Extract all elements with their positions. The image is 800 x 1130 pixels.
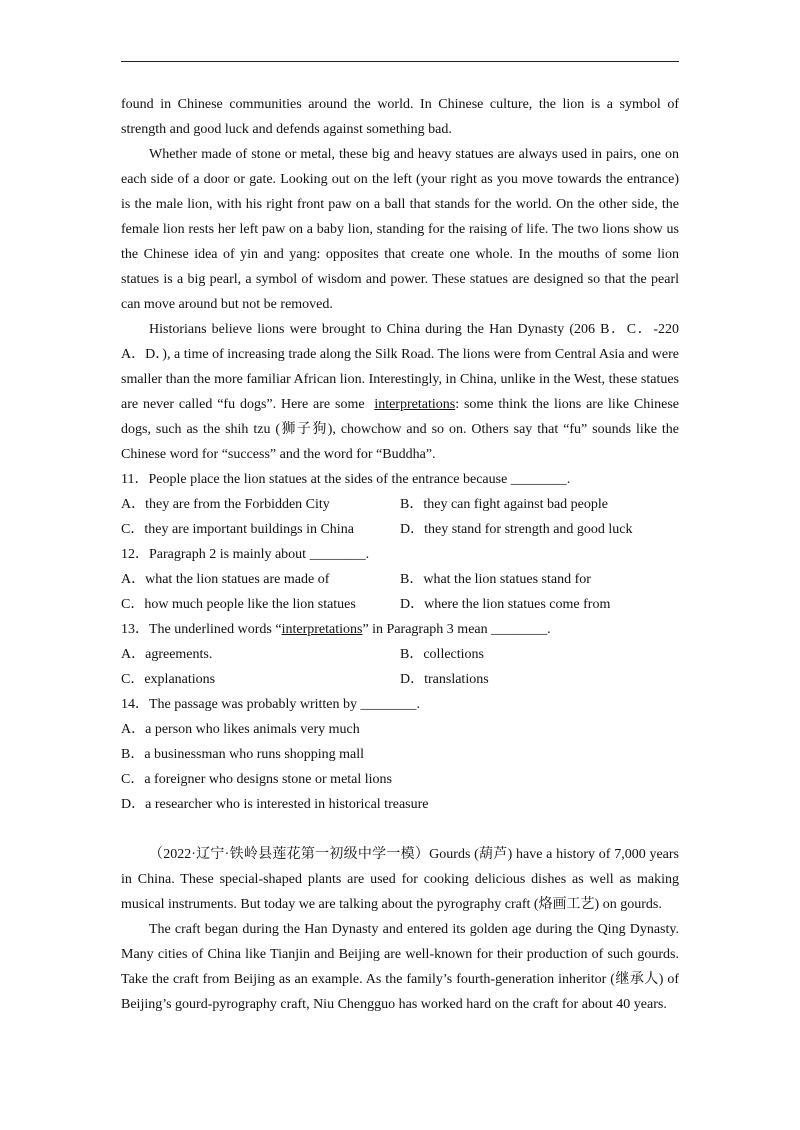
option-c: C．they are important buildings in China — [121, 522, 354, 537]
option-c: C．how much people like the lion statues — [121, 597, 356, 612]
passage1-paragraph-1: found in Chinese communities around the world. In Chinese culture, the lion is a symbol of strength and good luck and defends against something bad. — [121, 97, 679, 137]
question-12-stem: 12．Paragraph 2 is mainly about ________. — [121, 547, 370, 562]
question-13-options-row-2 — [121, 667, 679, 692]
option-b: B．a businessman who runs shopping mall — [121, 747, 365, 762]
question-13-stem-before: 13．The underlined words “ — [121, 622, 282, 637]
paragraph-3-text-after: : some think the lions are like Chinese dogs, such as the shih tzu (狮子狗), chowchow and so on. Others say that “fu” sounds like the Chinese word for “success” and the word for “Buddha”. — [121, 397, 680, 462]
question-12-options-row-2 — [121, 592, 679, 617]
option-d: D．where the lion statues come from — [400, 597, 611, 612]
question-11-options-row-2 — [121, 517, 679, 542]
option-d: D．they stand for strength and good luck — [400, 522, 633, 537]
underlined-word: interpretations — [281, 622, 363, 637]
question-14-stem: 14．The passage was probably written by ________. — [121, 697, 420, 712]
passage2-paragraph-1: （2022·辽宁·铁岭县莲花第一初级中学一模）Gourds (葫芦) have a history of 7,000 years in China. These special-shaped plants are used for cooking delicious dishes as well as making musical instruments. But today we are talking about the pyrography craft (烙画工艺) on gourds. — [121, 847, 679, 912]
question-11-stem: 11．People place the lion statues at the sides of the entrance because ________. — [121, 472, 571, 487]
option-d: D．a researcher who is interested in historical treasure — [121, 797, 429, 812]
option-a: A．a person who likes animals very much — [121, 722, 360, 737]
page-content — [121, 92, 679, 1017]
question-13-stem-after: ” in Paragraph 3 mean ________. — [362, 622, 551, 637]
section-gap — [121, 817, 679, 842]
header-rule — [121, 61, 679, 62]
option-b: B．what the lion statues stand for — [400, 572, 591, 587]
option-c: C．explanations — [121, 672, 216, 687]
passage1-paragraph-2: Whether made of stone or metal, these big and heavy statues are always used in pairs, one on each side of a door or gate. Looking out on the left (your right as you move towards the entrance) is the male lion, with his right front paw on a ball that stands for the world. On the other side, the female lion rests her left paw on a baby lion, standing for the raising of life. The two lions show us the Chinese idea of yin and yang: opposites that create one whole. In the mouths of some lion statues is a big pearl, a symbol of wisdom and power. These statues are designed so that the pearl can move around but not be removed. — [121, 147, 679, 312]
option-a: A．they are from the Forbidden City — [121, 497, 330, 512]
passage2-paragraph-2: The craft began during the Han Dynasty and entered its golden age during the Qing Dynasty. Many cities of China like Tianjin and Beijing are well-known for their production of such gourds. Take the craft from Beijing as an example. As the family’s fourth-generation inheritor (继承人) of Beijing’s gourd-pyrography craft, Niu Chengguo has worked hard on the craft for about 40 years. — [121, 922, 679, 1012]
option-a: A．agreements. — [121, 647, 213, 662]
passage1-paragraph-3 — [121, 317, 679, 467]
option-a: A．what the lion statues are made of — [121, 572, 330, 587]
underlined-word: interpretations — [374, 397, 456, 412]
paragraph-3-text-before: Historians believe lions were brought to China during the Han Dynasty (206 B．C．-220 A．D．), a time of increasing trade along the Silk Road. The lions were from Central Asia and were smaller than the more familiar African lion. Interestingly, in China, unlike in the West, these statues are never called “fu dogs”. Here are some — [121, 322, 679, 412]
question-12-options-row-1 — [121, 567, 679, 592]
option-b: B．collections — [400, 647, 484, 662]
question-13-options-row-1 — [121, 642, 679, 667]
question-13-stem — [121, 617, 679, 642]
option-b: B．they can fight against bad people — [400, 497, 608, 512]
option-c: C．a foreigner who designs stone or metal lions — [121, 772, 393, 787]
question-11-options-row-1 — [121, 492, 679, 517]
option-d: D．translations — [400, 672, 489, 687]
